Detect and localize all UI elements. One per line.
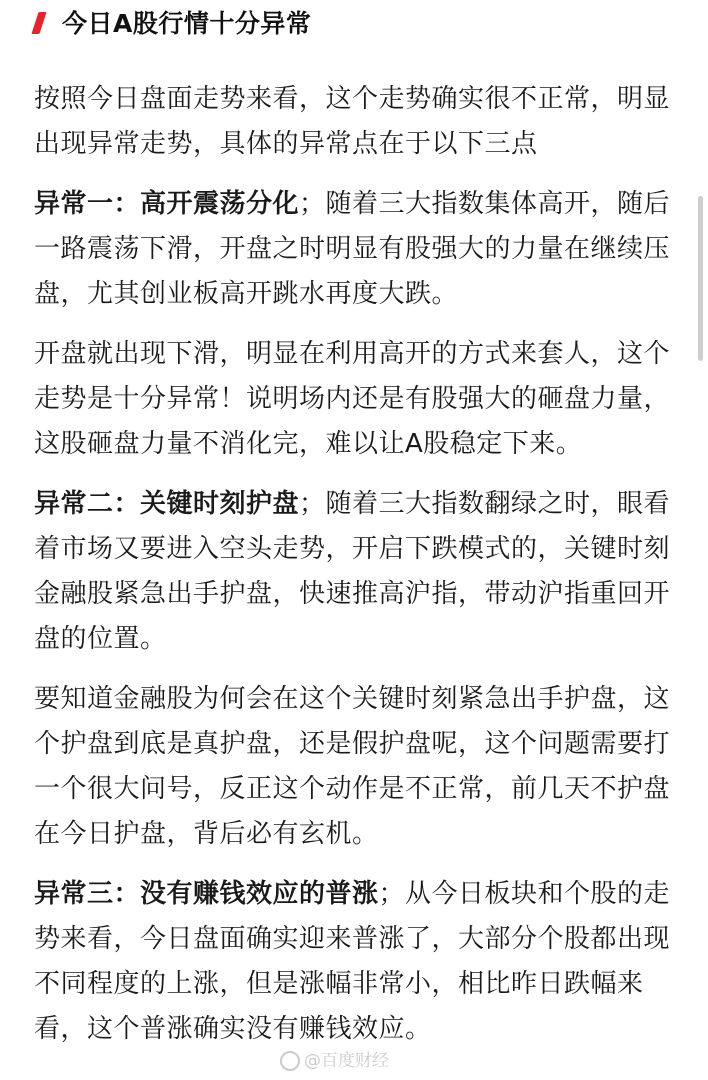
article-title: 今日A股行情十分异常 bbox=[62, 9, 312, 38]
paragraph-anomaly-three: 异常三：没有赚钱效应的普涨；从今日板块和个股的走势来看，今日盘面确实迎来普涨了，大部分个股都出现不同程度的上涨，但是涨幅非常小，相比昨日跌幅来看，这个普涨确实没有赚钱效应。 bbox=[34, 879, 671, 1044]
weibo-logo-icon bbox=[280, 1051, 300, 1071]
paragraph-anomaly-two: 异常二：关键时刻护盘；随着三大指数翻绿之时，眼看着市场又要进入空头走势，开启下跌模式的，关键时刻金融股紧急出手护盘，快速推高沪指，带动沪指重回开盘的位置。 bbox=[34, 489, 671, 654]
title-accent-slash-icon bbox=[31, 12, 46, 34]
article-body bbox=[34, 77, 680, 1067]
anomaly-three-heading: 异常三：没有赚钱效应的普涨 bbox=[34, 879, 379, 909]
anomaly-two-heading: 异常二：关键时刻护盘 bbox=[34, 489, 300, 519]
paragraph-anomaly-one: 异常一：高开震荡分化；随着三大指数集体高开，随后一路震荡下滑，开盘之时明显有股强大的力量在继续压盘，尤其创业板高开跳水再度大跌。 bbox=[34, 189, 671, 309]
scrollbar-thumb[interactable] bbox=[698, 196, 703, 361]
paragraph-anomaly-one-detail: 开盘就出现下滑，明显在利用高开的方式来套人，这个走势是十分异常！说明场内还是有股强大的砸盘力量，这股砸盘力量不消化完，难以让A股稳定下来。 bbox=[34, 339, 671, 459]
watermark: @百度财经 bbox=[280, 1046, 430, 1076]
article-header bbox=[0, 0, 708, 50]
anomaly-one-heading: 异常一：高开震荡分化 bbox=[34, 189, 300, 219]
paragraph-anomaly-two-detail: 要知道金融股为何会在这个关键时刻紧急出手护盘，这个护盘到底是真护盘，还是假护盘呢，这个问题需要打一个很大问号，反正这个动作是不正常，前几天不护盘在今日护盘，背后必有玄机。 bbox=[34, 684, 671, 849]
paragraph-intro: 按照今日盘面走势来看，这个走势确实很不正常，明显出现异常走势，具体的异常点在于以下三点 bbox=[34, 84, 671, 159]
